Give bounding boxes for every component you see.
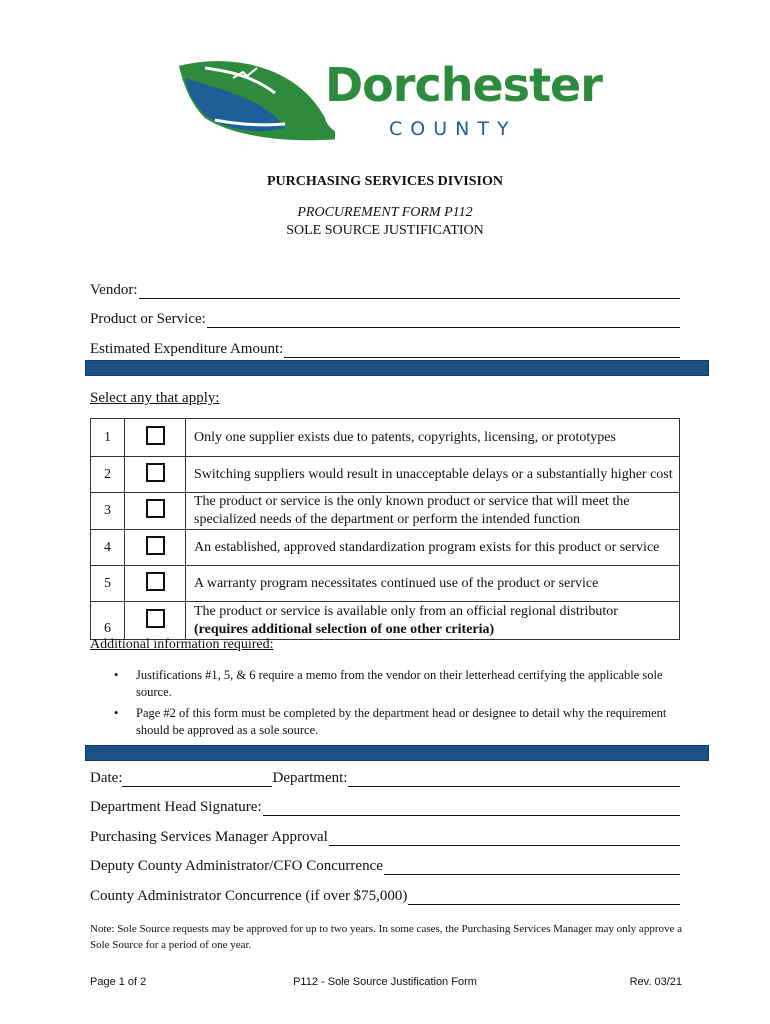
criteria-number: 6 bbox=[91, 602, 125, 640]
additional-info-label: Additional information required: bbox=[90, 637, 274, 652]
purchasing-approval-label: Purchasing Services Manager Approval bbox=[90, 829, 328, 845]
criteria-table bbox=[90, 418, 680, 640]
leaf-emblem-icon bbox=[175, 58, 335, 148]
logo-county-text: COUNTY bbox=[389, 118, 517, 140]
expenditure-field[interactable] bbox=[90, 341, 680, 358]
criteria-number: 4 bbox=[91, 530, 125, 566]
table-row bbox=[91, 457, 680, 493]
purchasing-approval-input-line[interactable] bbox=[329, 830, 680, 846]
deputy-concurrence-label: Deputy County Administrator/CFO Concurrence bbox=[90, 858, 383, 874]
expenditure-label: Estimated Expenditure Amount: bbox=[90, 341, 284, 357]
criteria-number: 3 bbox=[91, 493, 125, 530]
criteria-checkbox-3[interactable] bbox=[146, 499, 165, 518]
head-signature-field[interactable] bbox=[90, 799, 680, 816]
notes-list bbox=[110, 667, 670, 743]
form-id: PROCUREMENT FORM P112 bbox=[297, 205, 473, 220]
county-logo bbox=[175, 58, 605, 148]
administrator-concurrence-field[interactable] bbox=[90, 888, 680, 905]
product-field[interactable] bbox=[90, 311, 680, 328]
logo-wordmark: Dorchester bbox=[325, 58, 602, 112]
criteria-checkbox-6[interactable] bbox=[146, 609, 165, 628]
head-signature-input-line[interactable] bbox=[263, 800, 680, 816]
table-row bbox=[91, 530, 680, 566]
deputy-concurrence-field[interactable] bbox=[90, 858, 680, 875]
date-department-row bbox=[90, 770, 680, 787]
head-signature-label: Department Head Signature: bbox=[90, 799, 262, 815]
vendor-input-line[interactable] bbox=[139, 283, 681, 299]
criteria-text: The product or service is the only known product or service that will meet the specialized needs of the department or perform the intended function bbox=[186, 493, 680, 530]
administrator-concurrence-input-line[interactable] bbox=[408, 889, 680, 905]
table-row bbox=[91, 602, 680, 640]
table-row bbox=[91, 419, 680, 457]
criteria-checkbox-4[interactable] bbox=[146, 536, 165, 555]
criteria-number: 5 bbox=[91, 566, 125, 602]
vendor-field[interactable] bbox=[90, 282, 680, 299]
expenditure-input-line[interactable] bbox=[284, 342, 680, 358]
department-label: Department: bbox=[272, 770, 348, 786]
footer-page-number: Page 1 of 2 bbox=[90, 976, 147, 988]
footnote: Note: Sole Source requests may be approved for up to two years. In some cases, the Purchasing Services Manager may only approve a Sole Source for a period of one year. bbox=[90, 923, 682, 951]
list-item: • Page #2 of this form must be completed by the department head or designee to detail why the requirement should be approved as a sole source. bbox=[110, 705, 670, 739]
date-input-line[interactable] bbox=[122, 771, 272, 787]
criteria-text bbox=[186, 602, 680, 640]
list-item: • Justifications #1, 5, & 6 require a memo from the vendor on their letterhead certifying the applicable sole source. bbox=[110, 667, 670, 701]
administrator-concurrence-label: County Administrator Concurrence (if over $75,000) bbox=[90, 888, 408, 904]
product-input-line[interactable] bbox=[207, 312, 680, 328]
criteria-text-main: The product or service is available only from an official regional distributor bbox=[194, 603, 618, 619]
vendor-label: Vendor: bbox=[90, 282, 138, 298]
table-row bbox=[91, 566, 680, 602]
product-label: Product or Service: bbox=[90, 311, 206, 327]
section-divider-bar bbox=[85, 360, 709, 376]
date-label: Date: bbox=[90, 770, 123, 786]
select-label: Select any that apply: bbox=[90, 390, 220, 406]
criteria-number: 1 bbox=[91, 419, 125, 457]
criteria-checkbox-1[interactable] bbox=[146, 426, 165, 445]
criteria-text-bold: (requires additional selection of one other criteria) bbox=[194, 621, 495, 637]
criteria-text: Only one supplier exists due to patents, copyrights, licensing, or prototypes bbox=[186, 419, 680, 457]
purchasing-approval-field[interactable] bbox=[90, 829, 680, 846]
criteria-text: A warranty program necessitates continued use of the product or service bbox=[186, 566, 680, 602]
criteria-checkbox-2[interactable] bbox=[146, 463, 165, 482]
section-divider-bar bbox=[85, 745, 709, 761]
footer-form-name: P112 - Sole Source Justification Form bbox=[293, 976, 477, 988]
criteria-text: An established, approved standardization program exists for this product or service bbox=[186, 530, 680, 566]
deputy-concurrence-input-line[interactable] bbox=[384, 859, 680, 875]
department-input-line[interactable] bbox=[348, 771, 680, 787]
division-heading: PURCHASING SERVICES DIVISION bbox=[266, 174, 503, 189]
table-row bbox=[91, 493, 680, 530]
criteria-text: Switching suppliers would result in unacceptable delays or a substantially higher cost bbox=[186, 457, 680, 493]
criteria-number: 2 bbox=[91, 457, 125, 493]
criteria-checkbox-5[interactable] bbox=[146, 572, 165, 591]
form-title: SOLE SOURCE JUSTIFICATION bbox=[286, 223, 484, 238]
footer-revision: Rev. 03/21 bbox=[629, 976, 682, 988]
